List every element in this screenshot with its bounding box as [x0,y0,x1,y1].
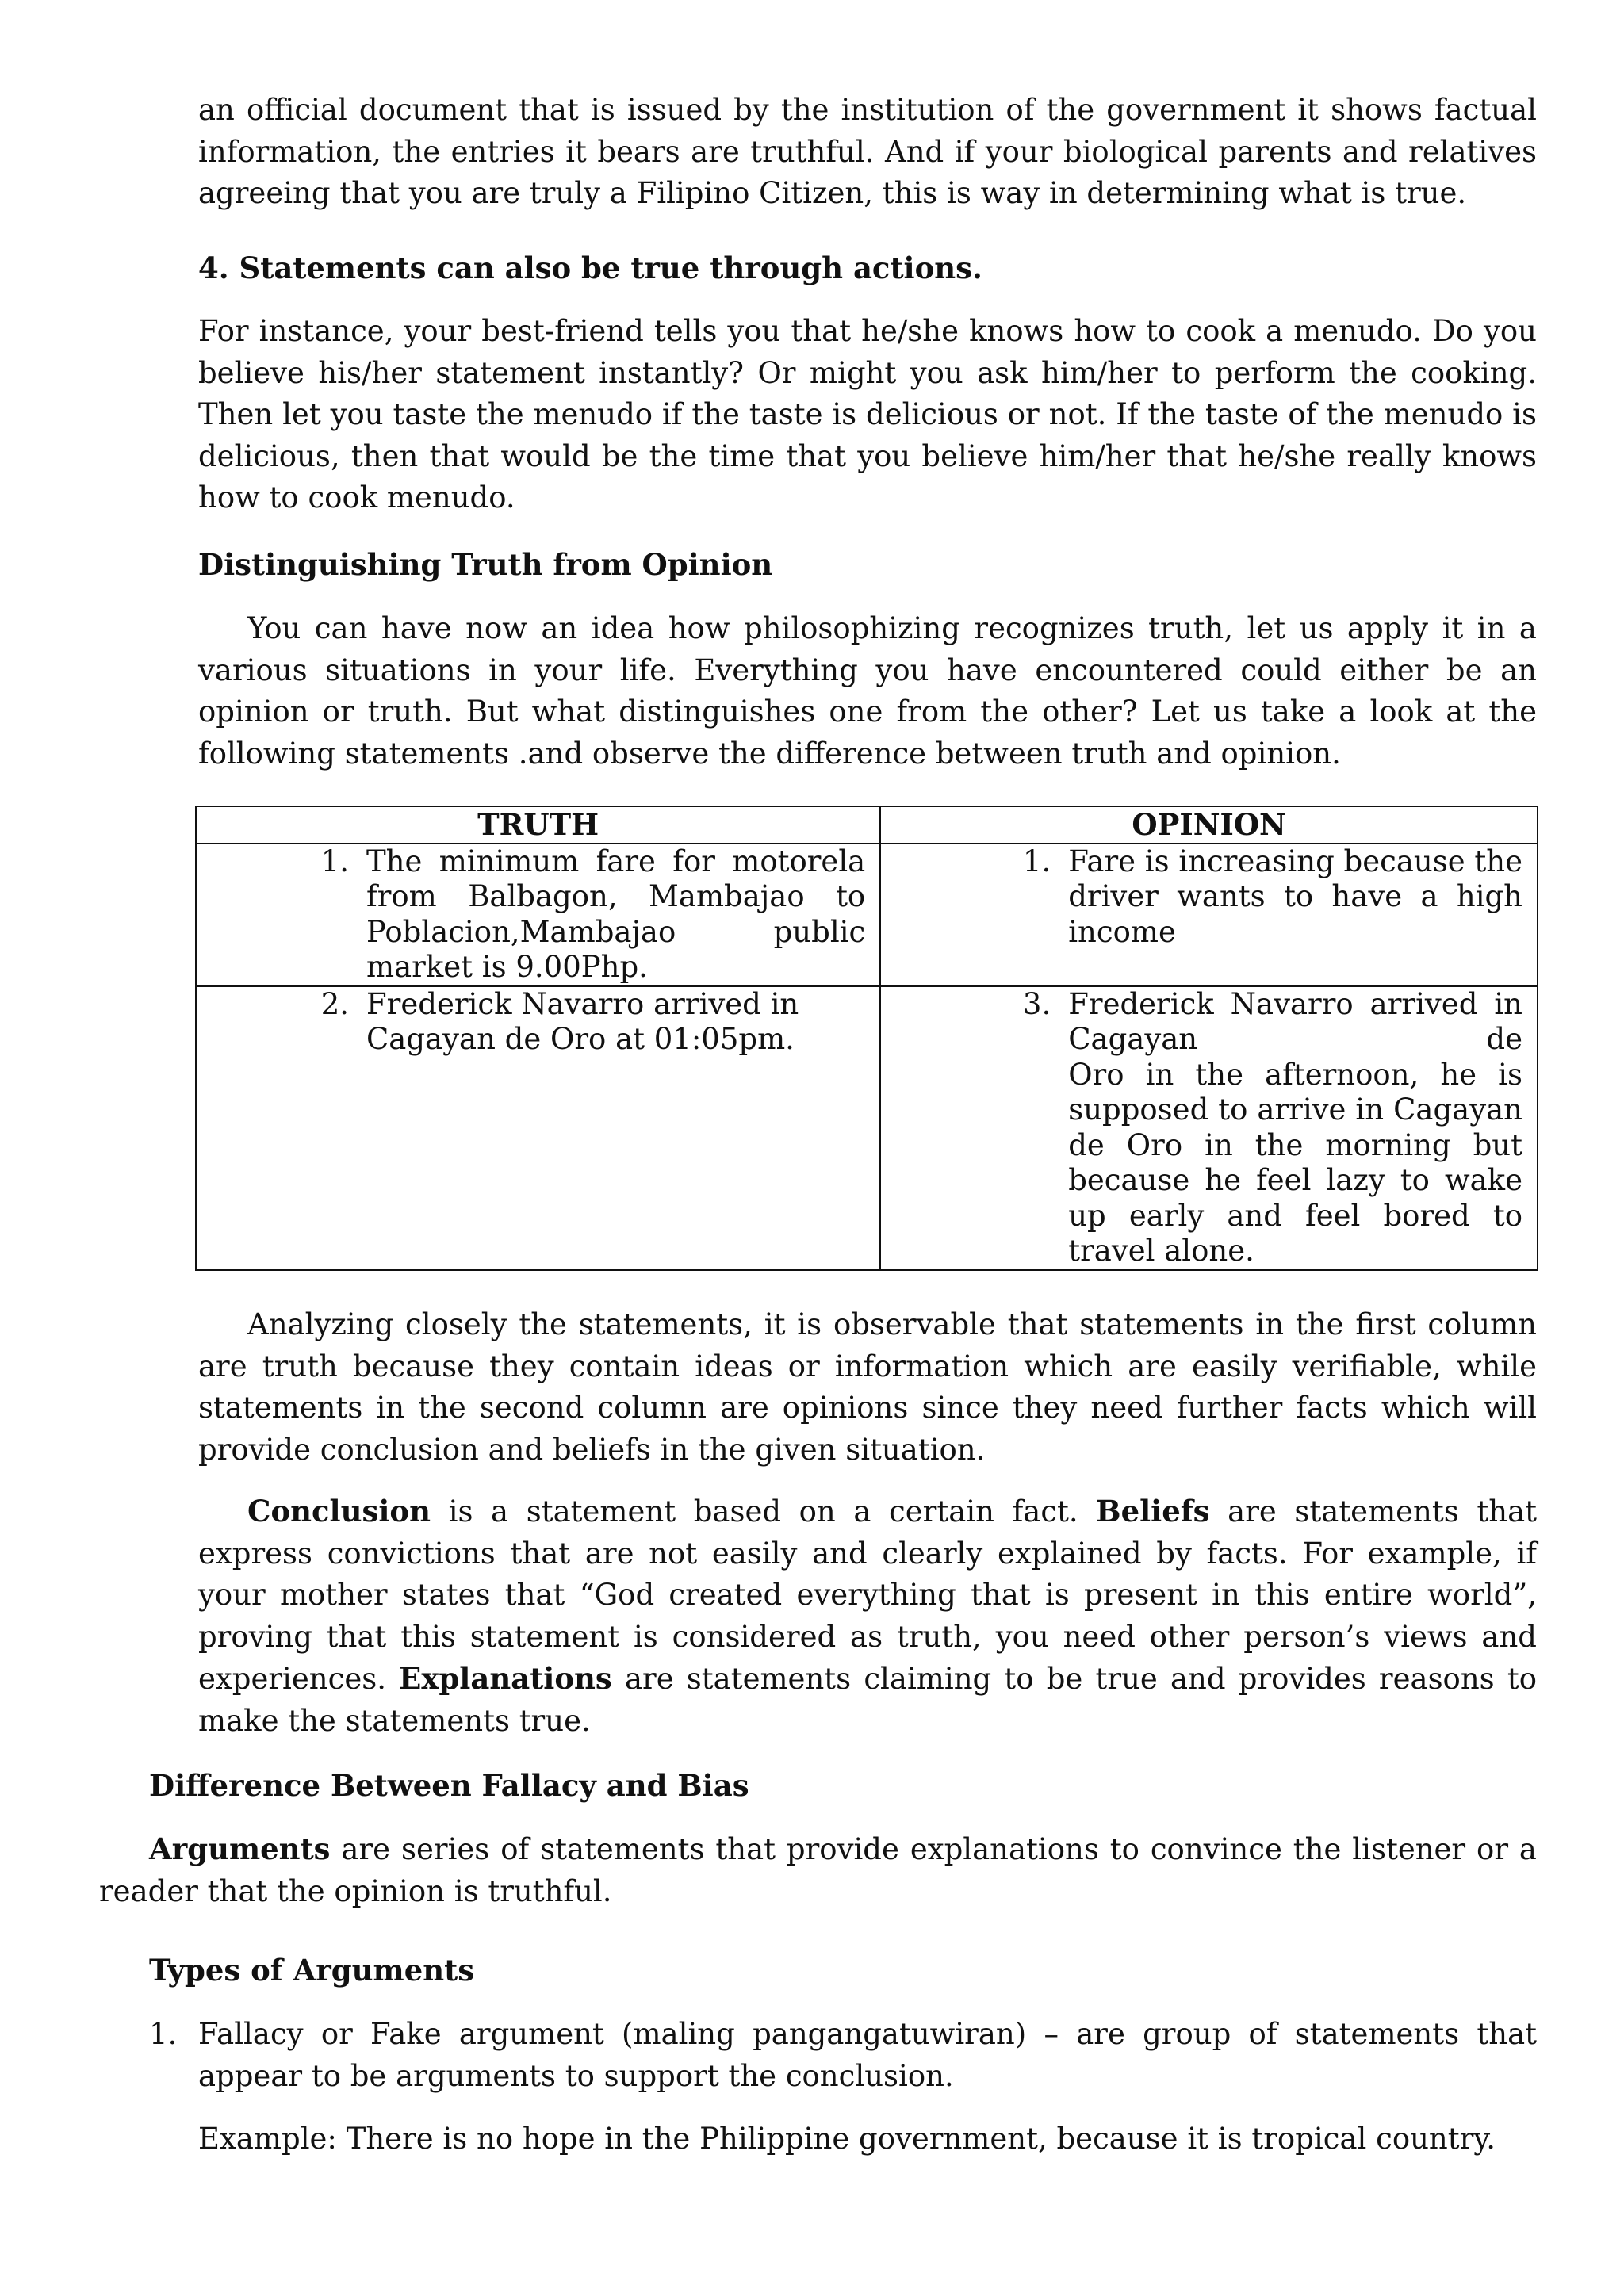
table-header-row [196,806,1538,844]
table-row [196,844,1538,986]
item4-body: For instance, your best-friend tells you that he/she knows how to cook a menudo. Do you believe his/her statement instantly? Or might you ask him/her to perform the cooking. Then let you taste the menudo if the taste is delicious or not. If the taste of the menudo is delicious, then that would be the time that you believe him/her that he/she really knows how to cook menudo. [198,314,1537,515]
example-line: Example: There is no hope in the Philippine government, because it is tropical country. [198,2122,1496,2156]
truth-header: TRUTH [196,806,880,844]
conclusion-paragraph [198,1490,1537,1742]
term-beliefs: Beliefs [1096,1494,1210,1529]
truth-number: 1. [320,844,349,878]
opinion-text-group [1068,987,1522,1269]
opinion-text-line1: Frederick Navarro arrived in Cagayan de [1068,986,1522,1056]
analysis-paragraph: Analyzing closely the statements, it is observable that statements in the first column are truth because they contain ideas or information which are easily verifiable, while statements in the second column are opinions since they need further facts which will provide conclusion and beliefs in the given situation. [198,1307,1537,1467]
opinion-header: OPINION [880,806,1538,844]
opinion-number: 1. [1022,844,1051,878]
list-number: 1. [149,2017,178,2051]
opinion-cell [880,844,1538,986]
term-conclusion: Conclusion [247,1494,431,1529]
truth-number: 2. [320,986,349,1021]
list-text: Fallacy or Fake argument (maling pangangatuwiran) – are group of statements that appear to be arguments to support the conclusion. [198,2017,1537,2093]
conclusion-text: is a statement based on a certain fact. [430,1494,1097,1529]
beliefs-text: are statements that express convictions that are not easily and clearly explained by facts. For example, if your mother states that “God created everything that is present in this entire world”, proving that this statement is considered as truth, you need other person’s views and experiences. [198,1494,1537,1696]
distinguishing-body: You can have now an idea how philosophizing recognizes truth, let us apply it in a various situations in your life. Everything you have encountered could either be an opinion or truth. But what distinguishes one from the other? Let us take a look at the following statements .and observe the difference between truth and opinion. [198,611,1537,771]
item4-heading: 4. Statements can also be true through actions. [198,251,982,285]
arguments-paragraph [99,1828,1537,1912]
table-row [196,986,1538,1270]
fallacy-bias-heading: Difference Between Fallacy and Bias [149,1768,749,1803]
truth-cell [196,844,880,986]
types-heading: Types of Arguments [149,1953,475,1988]
term-arguments: Arguments [149,1831,331,1866]
truth-text: Frederick Navarro arrived in Cagayan de Oro at 01:05pm. [366,986,799,1056]
list-item [149,2014,1537,2097]
opinion-cell [880,986,1538,1270]
truth-opinion-table [195,806,1538,1271]
opinion-text-rest: Oro in the afternoon, he is supposed to arrive in Cagayan de Oro in the morning but because he feel lazy to wake up early and feel bored to travel alone. [1068,1057,1522,1268]
opinion-number: 3. [1022,986,1051,1021]
arguments-text: are series of statements that provide explanations to convince the listener or a reader that the opinion is truthful. [99,1832,1537,1908]
truth-cell [196,986,880,1270]
truth-text: The minimum fare for motorela from Balbagon, Mambajao to Poblacion,Mambajao public market is 9.00Php. [366,844,866,984]
explanations-text: are statements claiming to be true and provides reasons to make the statements true. [198,1662,1537,1738]
term-explanations: Explanations [399,1661,612,1696]
opinion-text: Fare is increasing because the driver wants to have a high income [1068,844,1522,949]
intro-paragraph: an official document that is issued by the institution of the government it shows factual information, the entries it bears are truthful. And if your biological parents and relatives agreeing that you are truly a Filipino Citizen, this is way in determining what is true. [198,93,1537,210]
distinguishing-heading: Distinguishing Truth from Opinion [198,547,773,582]
